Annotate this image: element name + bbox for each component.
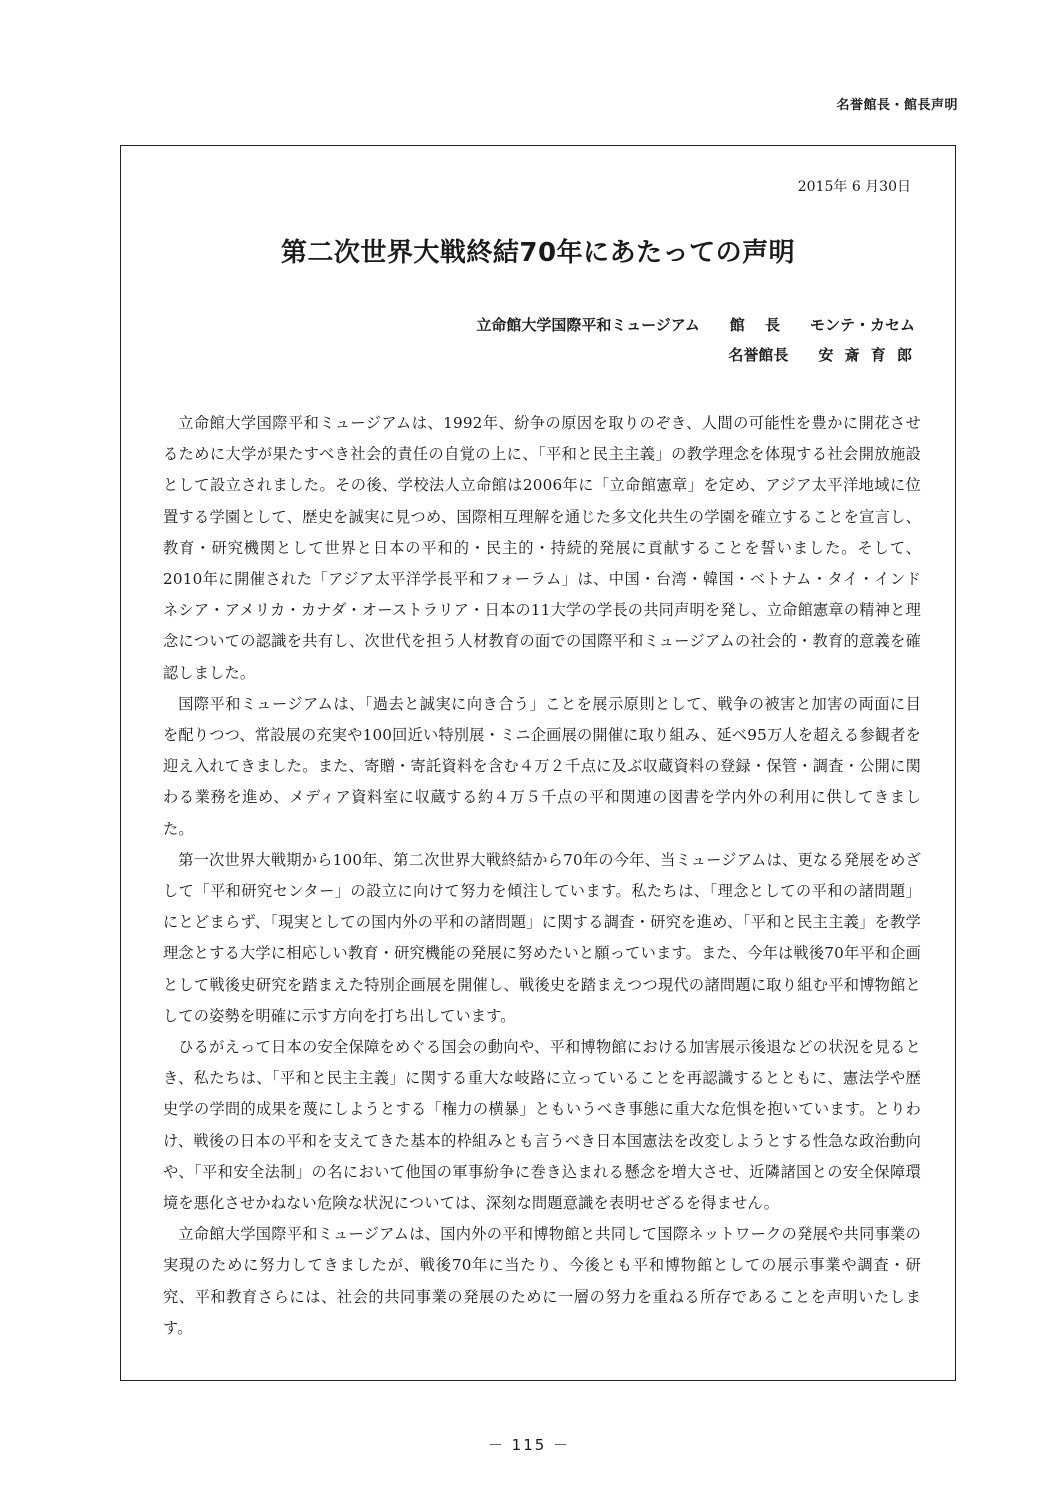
- running-header: 名誉館長・館長声明: [836, 98, 958, 113]
- statement-date: 2015年 6 月30日: [797, 179, 911, 195]
- author-role: 名誉館長: [728, 346, 789, 364]
- statement-title: 第二次世界大戦終結70年にあたっての声明: [280, 238, 796, 268]
- body-paragraph: 第一次世界大戦期から100年、第二次世界大戦終結から70年の今年、当ミュージアムは、更なる発展をめざして「平和研究センター」の設立に向けて努力を傾注しています。私たちは、「理念としての平和の諸問題」にとどまらず、「現実としての国内外の平和の諸問題」に関する調査・研究を進め、「平和と民主主義」を教学理念とする大学に相応しい教育・研究機能の発展に努めたいと願っています。また、今年は戦後70年平和企画として戦後史研究を踏まえた特別企画展を開催し、戦後史を踏まえつつ現代の諸問題に取り組む平和博物館としての姿勢を明確に示す方向を打ち出しています。: [163, 850, 921, 1025]
- body-paragraph: 国際平和ミュージアムは、「過去と誠実に向き合う」ことを展示原則として、戦争の被害と加害の両面に目を配りつつ、常設展の充実や100回近い特別展・ミニ企画展の開催に取り組み、延べ95万人を超える参観者を迎え入れてきました。また、寄贈・寄託資料を含む４万２千点に及ぶ収蔵資料の登録・保管・調査・公開に関わる業務を進め、メディア資料室に収蔵する約４万５千点の平和関連の図書を学内外の利用に供してきました。: [163, 694, 921, 838]
- body-paragraph: 立命館大学国際平和ミュージアムは、1992年、紛争の原因を取りのぞき、人間の可能性を豊かに開花させるために大学が果たすべき社会的責任の自覚の上に、「平和と民主主義」の教学理念を体現する社会開放施設として設立されました。その後、学校法人立命館は2006年に「立命館憲章」を定め、アジア太平洋地域に位置する学園として、歴史を誠実に見つめ、国際相互理解を通じた多文化共生の学園を確立することを宣言し、教育・研究機関として世界と日本の平和的・民主的・持続的発展に貢献することを誓いました。そして、2010年に開催された「アジア太平洋学長平和フォーラム」は、中国・台湾・韓国・ベトナム・タイ・インドネシア・アメリカ・カナダ・オーストラリア・日本の11大学の学長の共同声明を発し、立命館憲章の精神と理念についての認識を共有し、次世代を担う人材教育の面での国際平和ミュージアムの社会的・教育的意義を確認しました。: [163, 414, 921, 682]
- author-line-honorary-director: [728, 344, 915, 365]
- author-role: 館 長: [729, 316, 780, 334]
- author-organization: 立命館大学国際平和ミュージアム: [476, 316, 700, 334]
- body-paragraph: ひるがえって日本の安全保障をめぐる国会の動向や、平和博物館における加害展示後退などの状況を見るとき、私たちは、「平和と民主主義」に関する重大な岐路に立っていることを再認識するとともに、憲法学や歴史学の学問的成果を蔑にしようとする「権力の横暴」ともいうべき事態に重大な危惧を抱いています。とりわけ、戦後の日本の平和を支えてきた基本的枠組みとも言うべき日本国憲法を改変しようとする性急な政治動向や、「平和安全法制」の名において他国の軍事紛争に巻き込まれる懸念を増大させ、近隣諸国との安全保障環境を悪化させかねない危険な状況については、深刻な問題意識を表明せざるを得ません。: [163, 1038, 921, 1213]
- page-number: － 115 －: [487, 1436, 571, 1454]
- author-line-director: [476, 314, 915, 335]
- author-name: モンテ・カセム: [809, 316, 915, 334]
- author-name: 安 斎 育 郎: [818, 346, 915, 364]
- statement-box: [120, 145, 956, 1381]
- statement-body: [163, 408, 921, 1344]
- body-paragraph: 立命館大学国際平和ミュージアムは、国内外の平和博物館と共同して国際ネットワークの発展や共同事業の実現のために努力してきましたが、戦後70年に当たり、今後とも平和博物館としての展示事業や調査・研究、平和教育さらには、社会的共同事業の発展のために一層の努力を重ねる所存であることを声明いたします。: [163, 1225, 921, 1337]
